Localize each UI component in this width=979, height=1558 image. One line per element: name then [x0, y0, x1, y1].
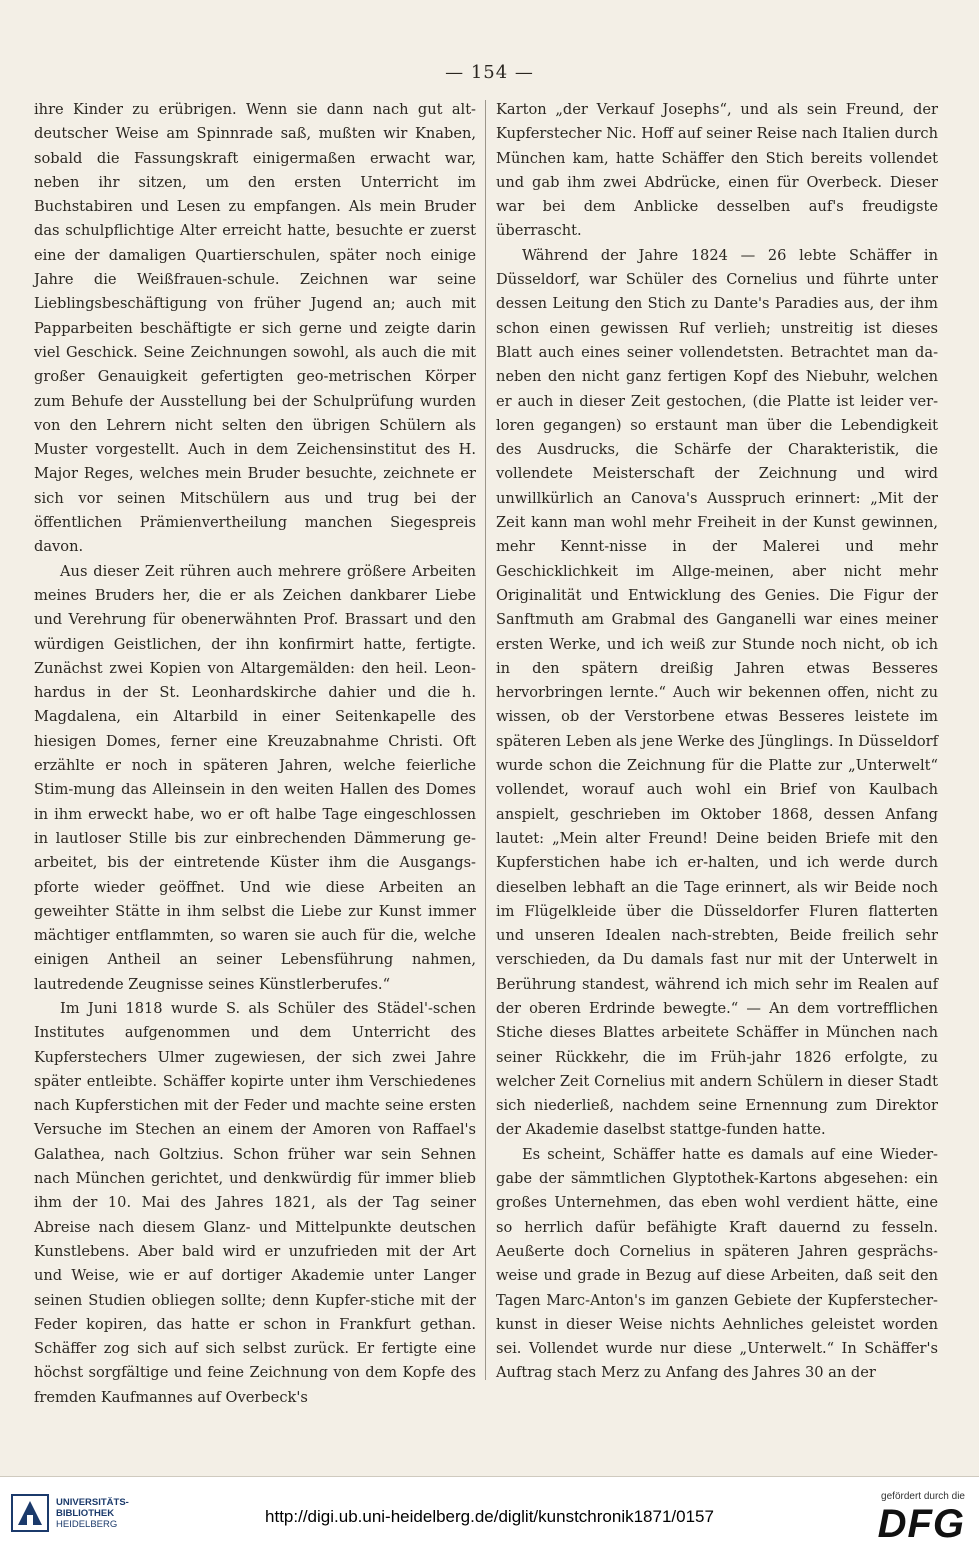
library-name-line: UNIVERSITÄTS- — [56, 1497, 129, 1508]
sponsor-label: gefördert durch die — [881, 1491, 965, 1502]
sponsor — [878, 1491, 965, 1546]
right-column — [496, 98, 938, 1386]
library-name-line: BIBLIOTHEK — [56, 1508, 115, 1519]
footer-bar — [0, 1477, 979, 1558]
paragraph: Aus dieser Zeit rühren auch mehrere größere Arbeiten meines Bruders her, die er als Zeichen dankbarer Liebe und Verehrung für obenerwähnten Prof. Brassart und den würdigen Geistlichen, der ihn konfirmirt hatte, fertigte. Zunächst zwei Kopien von Altargemälden: den heil. Leon-hardus in der St. Leonhardskirche dahier und die h. Magdalena, ein Altarbild in einer Seitenkapelle des hiesigen Domes, ferner eine Kreuzabnahme Christi. Oft erzählte er noch in späteren Jahren, welche feierliche Stim-mung das Alleinsein in den weiten Hallen des Domes in ihm erweckt habe, wo er oft halbe Tage eingeschlossen in lautloser Stille bis zur einbrechenden Dämmerung ge-arbeitet, bis der eintretende Küster ihm die Ausgangs-pforte wieder geöffnet. Und wie diese Arbeiten an geweihter Stätte in ihm selbst die Liebe zur Kunst immer mächtiger entflammten, so waren sie auch für die, welche einigen Antheil an seiner Lebensführung nahmen, lautredende Zeugnisse seines Künstlerberufes.“ — [34, 562, 476, 993]
column-divider — [485, 100, 486, 1380]
paragraph: Während der Jahre 1824 — 26 lebte Schäffer in Düsseldorf, war Schüler des Cornelius und führte unter dessen Leitung den Stich zu Dante's Paradies aus, der ihm schon einen gewissen Ruf verlieh; unstreitig ist dieses Blatt auch eines seiner vollendetsten. Betrachtet man da-neben den nicht ganz fertigen Kopf des Niebuhr, welchen er auch in dieser Zeit gestochen, (die Platte ist leider ver-loren gegangen) so erstaunt man über die Lebendigkeit des Ausdrucks, die Schärfe der Charakteristik, die vollendete Meisterschaft der Zeichnung und wird unwillkürlich an Canova's Ausspruch erinnert: „Mit der Zeit kann man wohl mehr Freiheit in der Kunst gewinnen, mehr Kennt-nisse in der Malerei und mehr Geschicklichkeit im Allge-meinen, aber nicht mehr Originalität und Entwicklung des Genies. Die Figur der Sanftmuth am Grabmal des Ganganelli war eines meiner ersten Werke, und ich weiß zur Stunde noch nicht, ob ich in den spätern dreißig Jahren etwas Besseres hervorbringen lernte.“ Auch wir bekennen offen, nicht zu wissen, ob der Verstorbene etwas Besseres leistete im späteren Leben als jene Werke des Jünglings. In Düsseldorf wurde schon die Zeichnung für die Platte zur „Unterwelt“ vollendet, worauf auch wohl ein Brief von Kaulbach anspielt, geschrieben im Oktober 1868, dessen Anfang lautet: „Mein alter Freund! Deine beiden Briefe mit den Kupferstichen habe ich er-halten, und ich werde durch dieselben lebhaft an die Tage erinnert, als wir Beide noch im Flügelkleide über die Düsseldorfer Fluren flatterten und unseren Idealen nach-strebten, Beide freilich sehr verschieden, da Du damals fast nur mit der Unterwelt in Berührung standest, während ich mich sehr im Realen auf der oberen Erdrinde bewegte.“ — An dem vortrefflichen Stiche dieses Blattes arbeitete Schäffer in München nach seiner Rückkehr, die im Früh-jahr 1826 erfolgte, zu welcher Zeit Cornelius mit andern Schülern in dieser Stadt sich niederließ, nachdem seine Ernennung zum Direktor der Akademie daselbst stattge-funden hatte. — [496, 246, 938, 1139]
paragraph: Es scheint, Schäffer hatte es damals auf eine Wieder-gabe der sämmtlichen Glyptothek-Kartons abgesehen: ein großes Unternehmen, das eben wohl verdient hätte, eine so herrlich dafür befähigte Kraft dauernd zu fesseln. Aeußerte doch Cornelius in späteren Jahren gesprächs-weise und grade in Bezug auf diese Arbeiten, daß seit den Tagen Marc-Anton's im ganzen Gebiete der Kupferstecher-kunst in dieser Weise nichts Aehnliches geleistet worden sei. Vollendet wurde nur diese „Unterwelt.“ In Schäffer's Auftrag stach Merz zu Anfang des Jahres 30 an der — [496, 1145, 938, 1382]
paragraph: Karton „der Verkauf Josephs“, und als sein Freund, der Kupferstecher Nic. Hoff auf seiner Reise nach Italien durch München kam, hatte Schäffer den Stich bereits vollendet und gab ihm zwei Abdrücke, einen für Overbeck. Dieser war bei dem Anblicke desselben auf's freudigste überrascht. — [496, 101, 938, 240]
permalink[interactable]: http://digi.ub.uni-heidelberg.de/diglit/kunstchronik1871/0157 — [265, 1507, 714, 1526]
page-number: — 154 — — [445, 62, 534, 83]
paragraph: Im Juni 1818 wurde S. als Schüler des Städel'-schen Institutes aufgenommen und dem Unterricht des Kupferstechers Ulmer zugewiesen, der sich zwei Jahre später entleibte. Schäffer kopirte unter ihm Verschiedenes nach Kupferstichen mit der Feder und machte seine ersten Versuche im Stechen an einem der Amoren von Raffael's Galathea, nach Goltzius. Schon früher war sein Sehnen nach München gerichtet, und denkwürdig für immer blieb ihm der 10. Mai des Jahres 1821, als der Tag seiner Abreise nach diesem Glanz- und Mittelpunkte deutschen Kunstlebens. Aber bald wird er unzufrieden mit der Art und Weise, wie er auf dortiger Akademie unter Langer seinen Studien obliegen sollte; denn Kupfer-stiche mit der Feder kopiren, das hatte er schon in Frankfurt gethan. Schäffer zog sich auf sich selbst zurück. Er fertigte eine höchst sorgfältige und feine Zeichnung von dem Kopfe des fremden Kaufmannes auf Overbeck's — [34, 999, 476, 1406]
paragraph: ihre Kinder zu erübrigen. Wenn sie dann nach gut alt-deutscher Weise am Spinnrade saß, mußten wir Knaben, sobald die Fassungskraft einigermaßen erwacht war, neben ihr sitzen, um den ersten Unterricht im Buchstabiren und Lesen zu empfangen. Als mein Bruder das schulpflichtige Alter erreicht hatte, besuchte er zuerst eine der damaligen Quartierschulen, später noch einige Jahre die Weißfrauen-schule. Zeichnen war seine Lieblingsbeschäftigung von früher Jugend an; auch mit Papparbeiten beschäftigte er sich gerne und zeigte darin viel Geschick. Seine Zeichnungen sowohl, als auch die mit großer Genauigkeit gefertigten geo-metrischen Körper zum Behufe der Ausstellung bei der Schulprüfung wurden von den Lehrern nicht selten den übrigen Schülern als Muster vorgestellt. Auch in dem Zeichensinstitut des H. Major Reges, welches mein Bruder besuchte, zeichnete er sich vor seinen Mitschülern aus und trug bei der öffentlichen Prämienvertheilung manchen Siegespreis davon. — [34, 101, 476, 556]
left-column — [34, 98, 476, 1410]
library-name-line: HEIDELBERG — [56, 1519, 118, 1530]
dfg-logo: DFG — [877, 1502, 965, 1546]
